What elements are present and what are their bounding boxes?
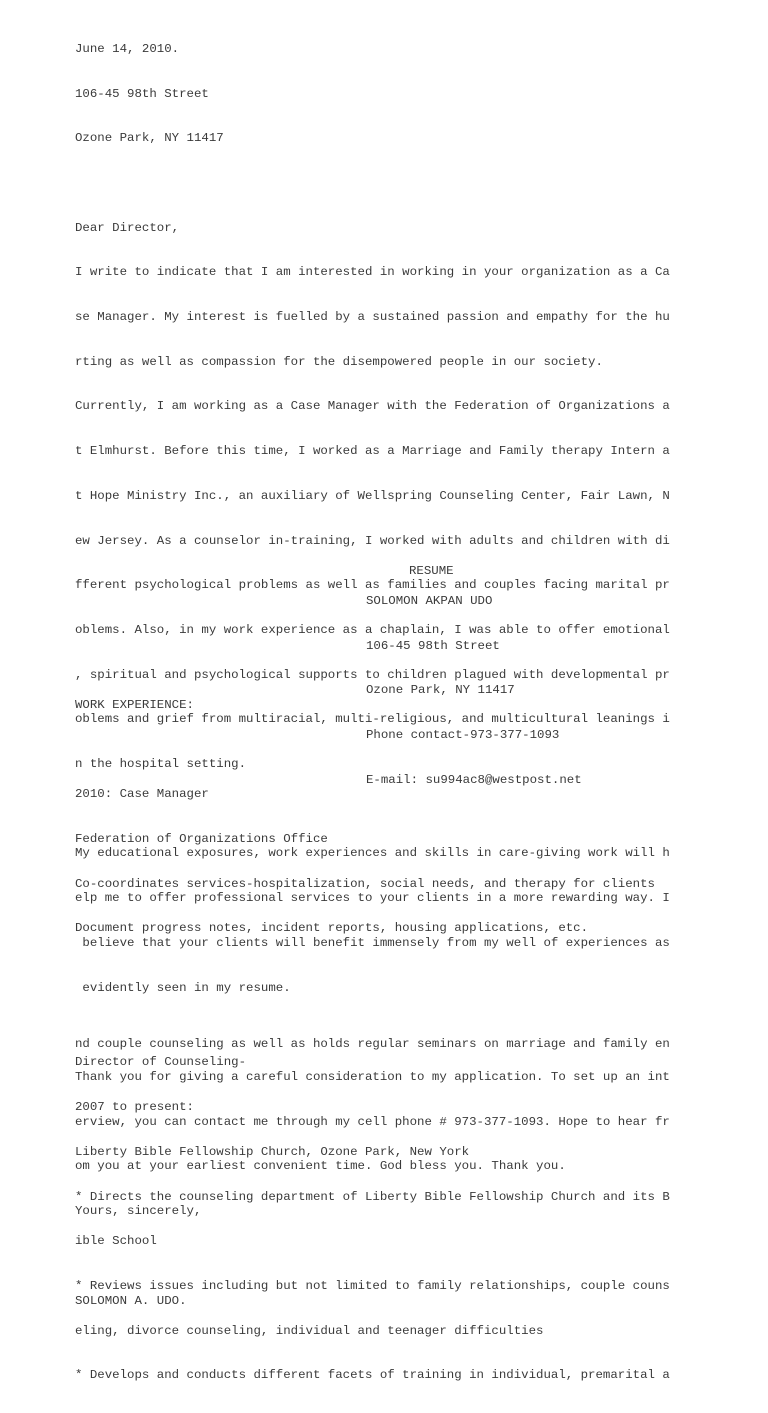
job1-line: Federation of Organizations Office (75, 831, 328, 846)
contact-name: SOLOMON AKPAN UDO (366, 593, 493, 608)
letter-p1-line: oblems and grief from multiracial, multi-religious, and multicultural leanings i (75, 712, 670, 727)
letter-address-line2: Ozone Park, NY 11417 (75, 131, 224, 146)
blank-line (75, 966, 670, 981)
job2-line: * Develops and conducts different facets of training in individual, premarital a (75, 1368, 670, 1383)
job1-line: Document progress notes, incident reports, housing applications, etc. (75, 921, 589, 936)
contact-city: Ozone Park, NY 11417 (366, 683, 515, 698)
letter-p1-line: Currently, I am working as a Case Manager with the Federation of Organizations a (75, 399, 670, 414)
letter-p1-line: ew Jersey. As a counselor in-training, I worked with adults and children with di (75, 533, 670, 548)
letter-p2-line: evidently seen in my resume. (75, 980, 291, 995)
letter-p1-line: I write to indicate that I am interested in working in your organization as a Ca (75, 265, 670, 280)
letter-p1-line: t Hope Ministry Inc., an auxiliary of Wellspring Counseling Center, Fair Lawn, N (75, 488, 670, 503)
page-continuation (75, 1007, 670, 1082)
job2-line: 2007 to present: (75, 1100, 194, 1115)
job2-line: Director of Counseling- (75, 1055, 247, 1070)
letter-salutation: Dear Director, (75, 220, 180, 235)
letter-p1-line: fferent psychological problems as well as families and couples facing marital pr (75, 578, 670, 593)
letter-p1-line: se Manager. My interest is fuelled by a sustained passion and empathy for the hu (75, 310, 670, 325)
job2-line: ible School (75, 1234, 157, 1249)
letter-p2-line: elp me to offer professional services to your clients in a more rewarding way. I (75, 891, 670, 906)
letter-p2-line: believe that your clients will benefit immensely from my well of experiences as (75, 935, 670, 950)
letter-address-line1: 106-45 98th Street (75, 86, 209, 101)
job2-line: Liberty Bible Fellowship Church, Ozone Park, New York (75, 1144, 470, 1159)
contact-phone: Phone contact-973-377-1093 (366, 727, 560, 742)
letter-p2-line: My educational exposures, work experiences and skills in care-giving work will h (75, 846, 670, 861)
blank-line (75, 176, 670, 191)
job1-line: 2010: Case Manager (75, 787, 209, 802)
letter-p1-line: , spiritual and psychological supports to children plagued with developmental pr (75, 667, 670, 682)
job2-line: eling, divorce counseling, individual and teenager difficulties (75, 1323, 544, 1338)
contact-street: 106-45 98th Street (366, 638, 500, 653)
continuation-line: nd couple counseling as well as holds regular seminars on marriage and family en (75, 1036, 670, 1051)
contact-email: E-mail: su994ac8@westpost.net (366, 772, 582, 787)
letter-closing: Yours, sincerely, (75, 1204, 202, 1219)
letter-p3-line: erview, you can contact me through my cell phone # 973-377-1093. Hope to hear fr (75, 1114, 670, 1129)
letter-signature: SOLOMON A. UDO. (75, 1293, 187, 1308)
work-experience-heading: WORK EXPERIENCE: (75, 697, 194, 712)
job2-line: * Reviews issues including but not limited to family relationships, couple couns (75, 1278, 670, 1293)
job2-line: * Directs the counseling department of Liberty Bible Fellowship Church and its B (75, 1189, 670, 1204)
resume-title-text: RESUME (409, 563, 454, 578)
letter-p3-line: om you at your earliest convenient time. God bless you. Thank you. (75, 1159, 566, 1174)
letter-p3-line: Thank you for giving a careful consideration to my application. To set up an int (75, 1069, 670, 1084)
blank-line (75, 743, 670, 758)
job1-line: Co-coordinates services-hospitalization, social needs, and therapy for clients (75, 876, 655, 891)
letter-p1-line: n the hospital setting. (75, 757, 247, 772)
letter-date: June 14, 2010. (75, 41, 180, 56)
letter-p1-line: rting as well as compassion for the disempowered people in our society. (75, 354, 603, 369)
letter-p1-line: t Elmhurst. Before this time, I worked as a Marriage and Family therapy Intern a (75, 444, 670, 459)
letter-p1-line: oblems. Also, in my work experience as a chaplain, I was able to offer emotional (75, 622, 670, 637)
